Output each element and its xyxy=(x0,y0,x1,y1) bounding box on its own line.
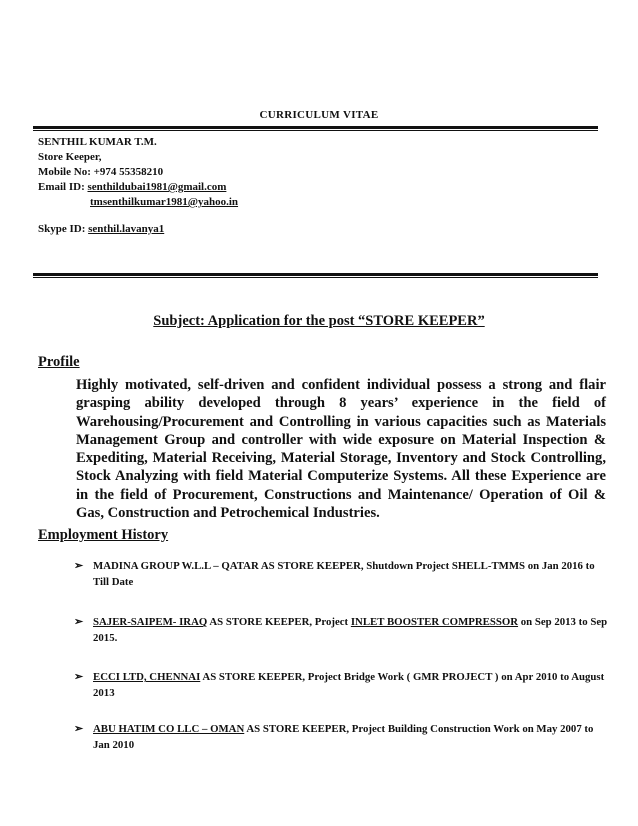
arrow-bullet-icon: ➢ xyxy=(74,616,84,628)
profile-paragraph: Highly motivated, self-driven and confident individual possess a strong and flair grasping ability developed through 8 years’ experience in the field of Warehousing/Procurement and Controlling in various capacities such as Materials Management Group and controller with wide exposure on Material Inspection & Expediting, Material Receiving, Material Storage, Inventory and Stock Controlling, Stock Analyzing with field Material Computerize Systems. All these Experience are in the field of Procurement, Constructions and Maintenance/ Operation of Oil & Gas, Construction and Petrochemical Industries. xyxy=(76,377,606,522)
email-link-secondary[interactable]: tmsenthilkumar1981@yahoo.in xyxy=(90,196,239,208)
employer-name: SAJER-SAIPEM- IRAQ xyxy=(93,616,208,628)
employment-item xyxy=(74,669,608,701)
employment-details: AS STORE KEEPER, Project Building Construction Work on May 2007 to Jan 2010 xyxy=(93,723,594,751)
employer-name: ECCI LTD, CHENNAI xyxy=(93,671,201,683)
skype-row xyxy=(38,222,238,237)
employment-details: AS STORE KEEPER, Project xyxy=(207,616,351,628)
divider-thin-line xyxy=(33,130,598,131)
divider-thin-line xyxy=(33,277,598,278)
email-row xyxy=(38,180,238,195)
employment-text xyxy=(74,614,608,646)
mobile-row xyxy=(38,165,238,180)
employment-item xyxy=(74,614,608,646)
email-row-secondary xyxy=(38,195,238,210)
employment-details: AS STORE KEEPER, Shutdown Project SHELL-TMMS on Jan 2016 to Till Date xyxy=(93,560,595,588)
employment-details: AS STORE KEEPER, Project Bridge Work ( GMR PROJECT ) on Apr 2010 to August 2013 xyxy=(93,671,605,699)
subject-line: Subject: Application for the post “STORE KEEPER” xyxy=(153,313,485,329)
employment-item xyxy=(74,558,608,590)
employment-text xyxy=(74,721,608,753)
contact-block xyxy=(38,135,238,237)
skype-id-link[interactable]: senthil.lavanya1 xyxy=(88,223,165,235)
employment-text xyxy=(74,669,608,701)
mobile-number: +974 55358210 xyxy=(93,166,164,178)
employer-name: ABU HATIM CO LLC – OMAN xyxy=(93,723,245,735)
mobile-label: Mobile No: xyxy=(38,166,91,178)
divider-thick-line xyxy=(33,273,598,276)
email-label: Email ID: xyxy=(38,181,85,193)
arrow-bullet-icon: ➢ xyxy=(74,560,84,572)
candidate-name: SENTHIL KUMAR T.M. xyxy=(38,136,157,148)
arrow-bullet-icon: ➢ xyxy=(74,723,84,735)
section-divider xyxy=(33,273,598,278)
arrow-bullet-icon: ➢ xyxy=(74,671,84,683)
employment-item xyxy=(74,721,608,753)
candidate-role: Store Keeper, xyxy=(38,151,102,163)
header-divider xyxy=(33,126,598,131)
employment-heading: Employment History xyxy=(38,527,169,543)
employer-name: MADINA GROUP W.L.L – QATAR xyxy=(93,560,259,572)
divider-thick-line xyxy=(33,126,598,129)
employment-text xyxy=(74,558,608,590)
profile-heading: Profile xyxy=(38,354,80,370)
employment-dates: on Sep 2013 to Sep 2015. xyxy=(93,616,608,644)
project-name: INLET BOOSTER COMPRESSOR xyxy=(350,616,519,628)
email-link-primary[interactable]: senthildubai1981@gmail.com xyxy=(87,181,227,193)
skype-label: Skype ID: xyxy=(38,223,86,235)
document-title: CURRICULUM VITAE xyxy=(259,109,379,121)
